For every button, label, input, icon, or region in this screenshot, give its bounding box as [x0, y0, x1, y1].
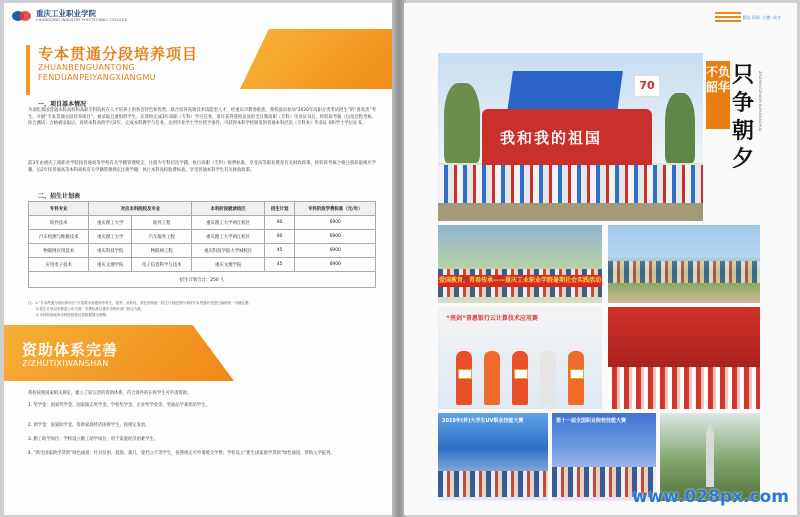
certificate-icon	[458, 369, 472, 379]
hero-photo-national-day	[438, 53, 703, 221]
photo-students-field	[608, 225, 760, 303]
section1-para1: 为深化我国普通本科高校和高职专科院校在人才培养上的各自特色和优势，联合培养高端技术技能型人才，经重庆市教委批准，我校面向参加“2020年高职分类考试招生”的“普高类”考生，开展“专本贯通分段培养项目”，被录取且重组的学生，在我校完成3年高职（专科）学习任务，准许获得我校发放的全日制高职（专科）毕业证书后，经转段考核（包括过程考核、综合测试）合格被录取后，再转本科高校学习2年，完成本科教学与任务，达到毕业学士学位授予条件，可获得本科学校颁发的普通本科层次（专科本）毕业证书和学士学位证书。	[28, 108, 376, 127]
photo3-title: “亮剑”普惠银行云计算技术应用赛	[446, 315, 538, 322]
table-note-2: 2.招生计划以市教委公布为准；学费标准以重庆市物价部门核定为准。	[36, 307, 145, 311]
table-cell: 6900	[295, 258, 376, 272]
table-cell: 80	[264, 216, 295, 230]
photo-red-banner: 爱国教育，青春传承——重庆工业职业学院暑期社会实践活动	[438, 275, 602, 287]
photo-person	[540, 351, 556, 405]
table-row	[29, 230, 376, 244]
aid-item-3: 3. 勤工助学岗位：学校设立勤工助学岗位，用于家庭经济困难学生。	[28, 437, 159, 442]
photo-award-ceremony	[438, 307, 602, 409]
stripe-icon	[715, 11, 741, 25]
program-title-en-2: FENDUANPEIYANGXIANGMU	[38, 73, 156, 82]
table-header-cell: 专科专业	[29, 202, 89, 216]
photo-crowd	[438, 471, 548, 497]
table-cell: 重庆文理学院	[89, 258, 132, 272]
photo-performers	[608, 367, 760, 409]
hero-tree	[444, 83, 480, 163]
slogan-calligraphy: 只争朝夕	[732, 62, 755, 172]
table-cell: 6900	[295, 230, 376, 244]
logo-name: 重庆工业职业学院	[36, 9, 96, 19]
table-row	[29, 244, 376, 258]
table-total: 招生计划合计：250 人	[29, 272, 376, 288]
logo-text-block	[36, 10, 127, 22]
top-label-text: 精品 资助 ·立德 ·成才	[742, 15, 781, 20]
table-header-cell: 招生计划	[264, 202, 295, 216]
photo5-title: 2019年(杯)大学生UV职业技能大赛	[442, 418, 524, 424]
table-row	[29, 258, 376, 272]
enrollment-plan-table	[28, 201, 376, 288]
table-note-1: 注：1.“专本贯通分段培养项目”只招我市普通高考考生，报考、录取后，须在国家统一招生计划范围内本校专本贯通计划进行编码统一学籍注册。	[28, 301, 252, 305]
table-cell: 重庆理工大学两江校区	[192, 230, 264, 244]
table-cell: 重庆理工大学	[89, 230, 132, 244]
slogan-block	[706, 61, 762, 197]
table-header-cell: 对应本科院校及专业	[89, 202, 192, 216]
aid-intro: 我校按照国家相关规定，建立了较完善的资助体系，符合条件的在校学生可申请资助。	[28, 391, 192, 396]
table-cell: 45	[264, 244, 295, 258]
table-cell: 6900	[295, 244, 376, 258]
certificate-icon	[514, 369, 528, 379]
aid-item-4: 4. “新生国家助学贷款”绿色通道：针对贫困、低保、孤儿、建档立卡等学生，按照规定可申请缓交学费；学校设立“新生国家助学贷款”绿色通道，帮助入学报到。	[28, 451, 335, 456]
logo-emblem-icon	[12, 9, 32, 23]
site-watermark: www.028px.com	[631, 487, 789, 507]
table-header-cell: 专科阶段学费标准（元/年）	[295, 202, 376, 216]
table-cell: 重庆科技学院	[89, 244, 132, 258]
school-logo	[12, 9, 127, 23]
table-cell: 80	[264, 230, 295, 244]
photo6-title: 第十一届全国职业院校技能大赛	[556, 418, 627, 424]
left-page	[4, 3, 396, 515]
table-header-cell: 本科阶段就读校区	[192, 202, 264, 216]
table-cell: 汽车检测与维修技术	[29, 230, 89, 244]
table-cell: 软件工程	[132, 216, 192, 230]
section1-heading: 一、项目基本情况	[38, 101, 87, 108]
photo-crowd	[608, 261, 760, 283]
table-cell: 物联网工程	[132, 244, 192, 258]
table-note-3: 3.本科阶段就读本科院校校区将根据情况调整。	[36, 313, 110, 317]
slogan-pinyin: ZHIZHENGZHAOXI BUFUSHAOHUA	[758, 71, 762, 132]
photo-stage-performance	[608, 307, 760, 409]
table-cell: 物联网应用技术	[29, 244, 89, 258]
orange-decoration	[240, 29, 396, 89]
aid-title-cn: 资助体系完善	[22, 341, 119, 359]
section2-heading: 二、招生计划表	[38, 193, 81, 200]
section-title-program	[26, 45, 222, 95]
table-cell: 6900	[295, 216, 376, 230]
aid-item-1: 1. 奖学金：国家奖学金、国家励志奖学金、学校奖学金、企业奖学金等，奖励品学兼优的学生。	[28, 403, 210, 408]
section1-para2: 前3年由重庆工商职业学院按普通高等学校有关学籍管理规定，注册为专科层次学籍，执行高职（专科）收费标准，享受高等职业教育有关财政政策，经转段考核合格注册获取相应学籍，后2年按普通高等本科高校有关学籍管理规定注册学籍，执行本科高校收费标准，享受普通本科学生有关财政政策。	[28, 161, 376, 173]
photo-group-event	[438, 225, 602, 303]
hero-tree	[665, 93, 695, 163]
program-title-en-1: ZHUANBENGUANTONG	[38, 63, 136, 72]
monument-icon	[706, 423, 714, 487]
table-total-row	[29, 272, 376, 288]
photo-person	[484, 351, 500, 405]
table-cell: 汽车服务工程	[132, 230, 192, 244]
table-cell: 重庆文理学院	[192, 258, 264, 272]
certificate-icon	[570, 369, 584, 379]
hero-anniversary-badge: 70	[634, 75, 660, 97]
aid-title-en: ZIZHUTIXIWANSHAN	[22, 359, 109, 368]
photo-competition-uv	[438, 413, 548, 501]
table-cell: 重庆理工大学	[89, 216, 132, 230]
section-title-aid	[22, 341, 202, 369]
hero-ground	[438, 203, 703, 221]
table-cell: 电子信息科学与技术	[132, 258, 192, 272]
table-header-row	[29, 202, 376, 216]
logo-subtitle: CHONGQING INDUSTRY POLYTECHNIC COLLEGE	[36, 17, 128, 22]
top-label	[715, 11, 781, 25]
table-cell: 重庆科技学院大学城校区	[192, 244, 264, 258]
hero-board-text: 我和我的祖国	[500, 129, 603, 147]
table-cell: 45	[264, 258, 295, 272]
table-cell: 重庆理工大学两江校区	[192, 216, 264, 230]
slogan-tag: 不负韶华	[706, 61, 730, 129]
table-row	[29, 216, 376, 230]
program-title-cn: 专本贯通分段培养项目	[38, 45, 199, 63]
aid-item-2: 2. 助学金：国家助学金，资助家庭经济困难学生，按规定发放。	[28, 423, 150, 428]
table-cell: 软件技术	[29, 216, 89, 230]
right-page	[404, 3, 797, 515]
table-cell: 应用电子技术	[29, 258, 89, 272]
